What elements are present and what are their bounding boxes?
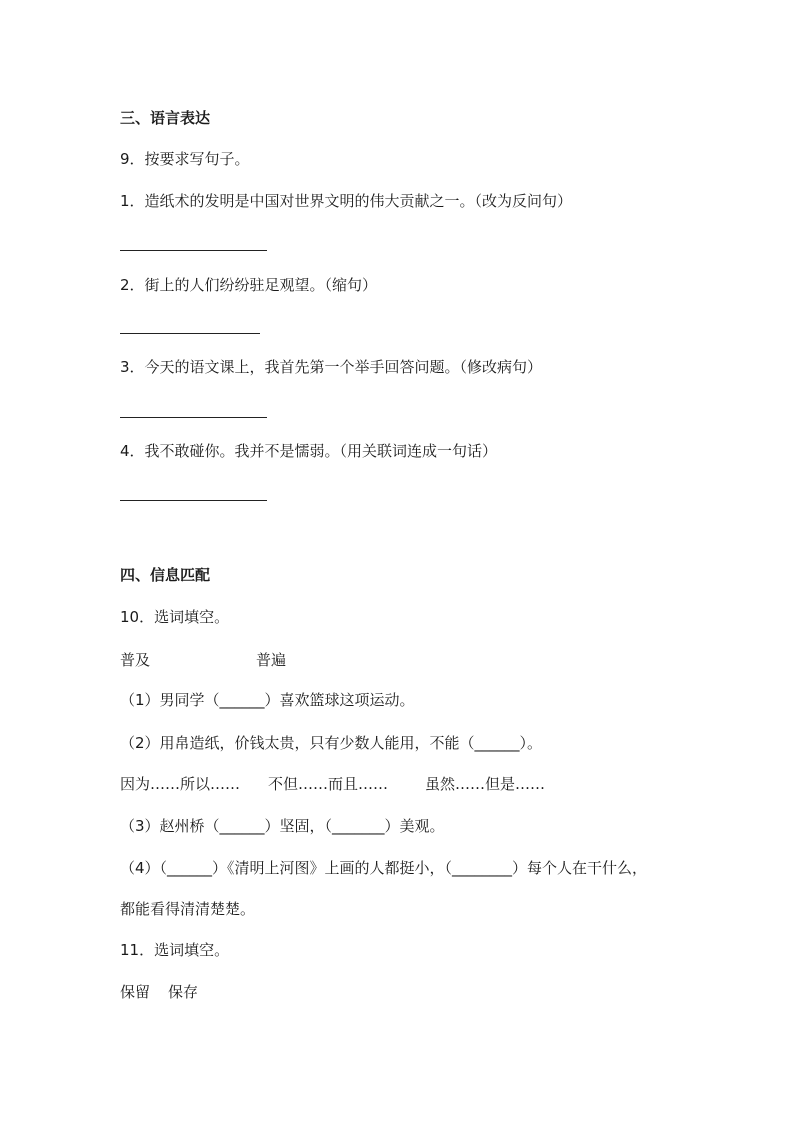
question-9-item-3: 3．今天的语文课上，我首先第一个举手回答问题。（修改病句） <box>120 358 543 376</box>
question-9-item-2: 2．街上的人们纷纷驻足观望。（缩句） <box>120 276 378 294</box>
conjunction-option-2: 不但……而且…… <box>268 775 389 793</box>
question-10-sentence-2: （2）用帛造纸，价钱太贵，只有少数人能用，不能（______）。 <box>120 734 543 752</box>
word-option-pubian: 普遍 <box>256 651 287 669</box>
answer-line-2[interactable] <box>120 333 260 334</box>
conjunction-option-3: 虽然……但是…… <box>425 775 546 793</box>
question-10-sentence-4a: （4）（______）《清明上河图》上画的人都挺小，（________）每个人在干什么， <box>120 859 648 877</box>
question-10-sentence-1: （1）男同学（______）喜欢篮球这项运动。 <box>120 691 415 709</box>
question-11-title: 11．选词填空。 <box>120 941 230 959</box>
question-9-item-4: 4．我不敢碰你。我并不是懦弱。（用关联词连成一句话） <box>120 442 498 460</box>
word-option-puji: 普及 <box>120 651 151 669</box>
question-10-sentence-4b: 都能看得清清楚楚。 <box>120 900 256 918</box>
answer-line-3[interactable] <box>120 417 267 418</box>
conjunction-option-1: 因为……所以…… <box>120 775 241 793</box>
question-10-sentence-3: （3）赵州桥（______）坚固，（_______）美观。 <box>120 817 445 835</box>
question-9-title: 9．按要求写句子。 <box>120 150 250 168</box>
section-heading-language-expression: 三、语言表达 <box>120 109 211 127</box>
question-10-title: 10．选词填空。 <box>120 608 230 626</box>
word-option-baocun: 保存 <box>168 983 199 1001</box>
word-option-baoliu: 保留 <box>120 983 151 1001</box>
question-9-item-1: 1．造纸术的发明是中国对世界文明的伟大贡献之一。（改为反问句） <box>120 192 573 210</box>
answer-line-4[interactable] <box>120 500 267 501</box>
section-heading-info-matching: 四、信息匹配 <box>120 566 211 584</box>
answer-line-1[interactable] <box>120 250 267 251</box>
